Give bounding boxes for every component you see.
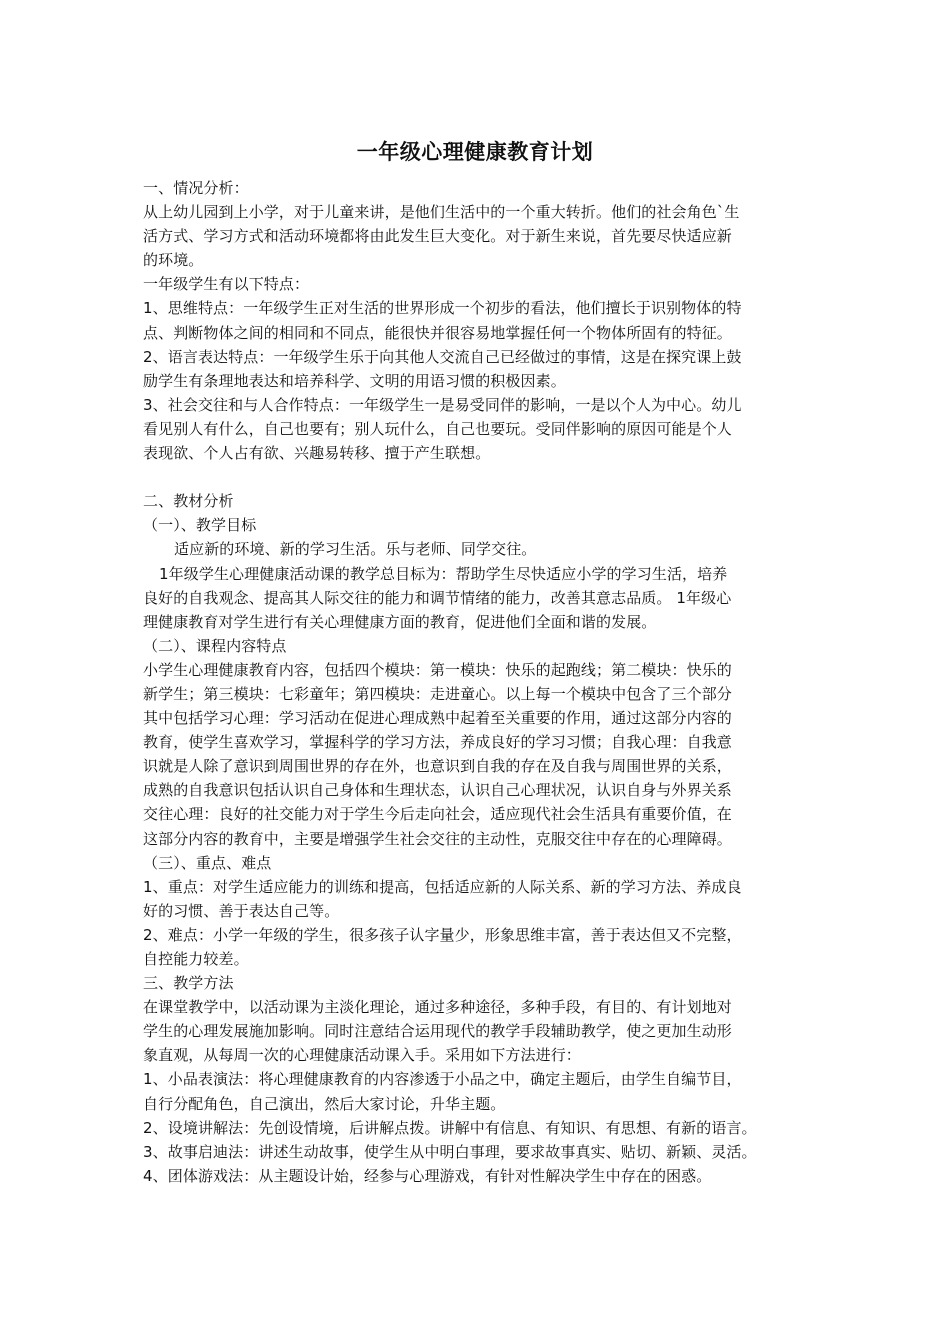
paragraph-line: 其中包括学习心理：学习活动在促进心理成熟中起着至关重要的作用，通过这部分内容的 <box>143 709 732 728</box>
paragraph-line: 从上幼儿园到上小学，对于儿童来讲，是他们生活中的一个重大转折。他们的社会角色`生 <box>143 203 740 222</box>
list-item-line: 励学生有条理地表达和培养科学、文明的用语习惯的积极因素。 <box>143 371 566 390</box>
paragraph-line: 这部分内容的教育中，主要是增强学生社会交往的主动性，克服交往中存在的心理障碍。 <box>143 829 732 848</box>
paragraph-line: 成熟的自我意识包括认识自己身体和生理状态，认识自己心理状况，认识自身与外界关系 <box>143 781 732 800</box>
paragraph-line: 良好的自我观念、提高其人际交往的能力和调节情绪的能力，改善其意志品质。 1年级心 <box>143 588 732 607</box>
subsection-heading: （二）、课程内容特点 <box>143 636 287 655</box>
list-item-line: 好的习惯、善于表达自己等。 <box>143 901 340 920</box>
paragraph-line: 活方式、学习方式和活动环境都将由此发生巨大变化。对于新生来说，首先要尽快适应新 <box>143 227 732 246</box>
blank-line <box>143 465 815 489</box>
paragraph-line: 象直观，从每周一次的心理健康活动课入手。采用如下方法进行： <box>143 1046 581 1065</box>
list-item-line: 自控能力较差。 <box>143 950 249 968</box>
list-item-line: 1、思维特点：一年级学生正对生活的世界形成一个初步的看法，他们擅长于识别物体的特 <box>143 299 742 318</box>
list-item-line: 3、故事启迪法：讲述生动故事，使学生从中明白事理，要求故事真实、贴切、新颖、灵活。 <box>143 1142 757 1161</box>
paragraph-line: 小学生心理健康教育内容，包括四个模块：第一模块：快乐的起跑线；第二模块：快乐的 <box>143 660 732 679</box>
list-item-line: 1、小品表演法：将心理健康教育的内容渗透于小品之中，确定主题后，由学生自编节目， <box>143 1070 742 1089</box>
paragraph-line: 识就是人除了意识到周围世界的存在外，也意识到自我的存在及自我与周围世界的关系， <box>143 757 732 776</box>
paragraph-line: 新学生；第三模块：七彩童年；第四模块：走进童心。以上每一个模块中包含了三个部分 <box>143 684 732 703</box>
document-body <box>143 176 815 1188</box>
paragraph-line: 理健康教育对学生进行有关心理健康方面的教育，促进他们全面和谐的发展。 <box>143 612 657 631</box>
list-item-line: 3、社会交往和与人合作特点：一年级学生一是易受同伴的影响，一是以个人为中心。幼儿 <box>143 395 742 414</box>
list-item-line: 2、语言表达特点：一年级学生乐于向其他人交流自己已经做过的事情，这是在探究课上鼓 <box>143 347 742 366</box>
list-item-line: 自行分配角色，自己演出，然后大家讨论，升华主题。 <box>143 1094 506 1113</box>
paragraph-line: 在课堂教学中，以活动课为主淡化理论，通过多种途径，多种手段，有目的、有计划地对 <box>143 998 732 1017</box>
subsection-heading: （一）、教学目标 <box>143 516 257 535</box>
paragraph-line: 的环境。 <box>143 251 204 270</box>
list-item-line: 4、团体游戏法：从主题设计始，经参与心理游戏，有针对性解决学生中存在的困惑。 <box>143 1166 712 1185</box>
list-item-line: 看见别人有什么，自己也要有；别人玩什么，自己也要玩。受同伴影响的原因可能是个人 <box>143 419 732 438</box>
paragraph-line: 一年级学生有以下特点： <box>143 275 310 294</box>
list-item-line: 表现欲、个人占有欲、兴趣易转移、擅于产生联想。 <box>143 444 491 463</box>
paragraph-line: 1年级学生心理健康活动课的教学总目标为：帮助学生尽快适应小学的学习生活，培养 <box>159 564 728 583</box>
document-title: 一年级心理健康教育计划 <box>356 140 594 164</box>
section-heading: 三、教学方法 <box>143 974 234 993</box>
paragraph-line: 适应新的环境、新的学习生活。乐与老师、同学交往。 <box>174 540 537 559</box>
section-heading: 二、教材分析 <box>143 492 234 511</box>
paragraph-line: 教育，使学生喜欢学习，掌握科学的学习方法，养成良好的学习习惯；自我心理：自我意 <box>143 733 732 752</box>
list-item-line: 2、设境讲解法：先创设情境，后讲解点拨。讲解中有信息、有知识、有思想、有新的语言。 <box>143 1118 757 1137</box>
list-item-line: 点、判断物体之间的相同和不同点，能很快并很容易地掌握任何一个物体所固有的特征。 <box>143 323 732 342</box>
list-item-line: 2、难点：小学一年级的学生，很多孩子认字量少，形象思维丰富，善于表达但又不完整， <box>143 925 742 944</box>
section-heading: 一、情况分析： <box>143 179 249 197</box>
subsection-heading: （三）、重点、难点 <box>143 853 272 872</box>
paragraph-line: 学生的心理发展施加影响。同时注意结合运用现代的教学手段辅助教学，使之更加生动形 <box>143 1022 732 1041</box>
list-item-line: 1、重点：对学生适应能力的训练和提高，包括适应新的人际关系、新的学习方法、养成良 <box>143 877 742 896</box>
paragraph-line: 交往心理：良好的社交能力对于学生今后走向社会，适应现代社会生活具有重要价值，在 <box>143 805 732 824</box>
